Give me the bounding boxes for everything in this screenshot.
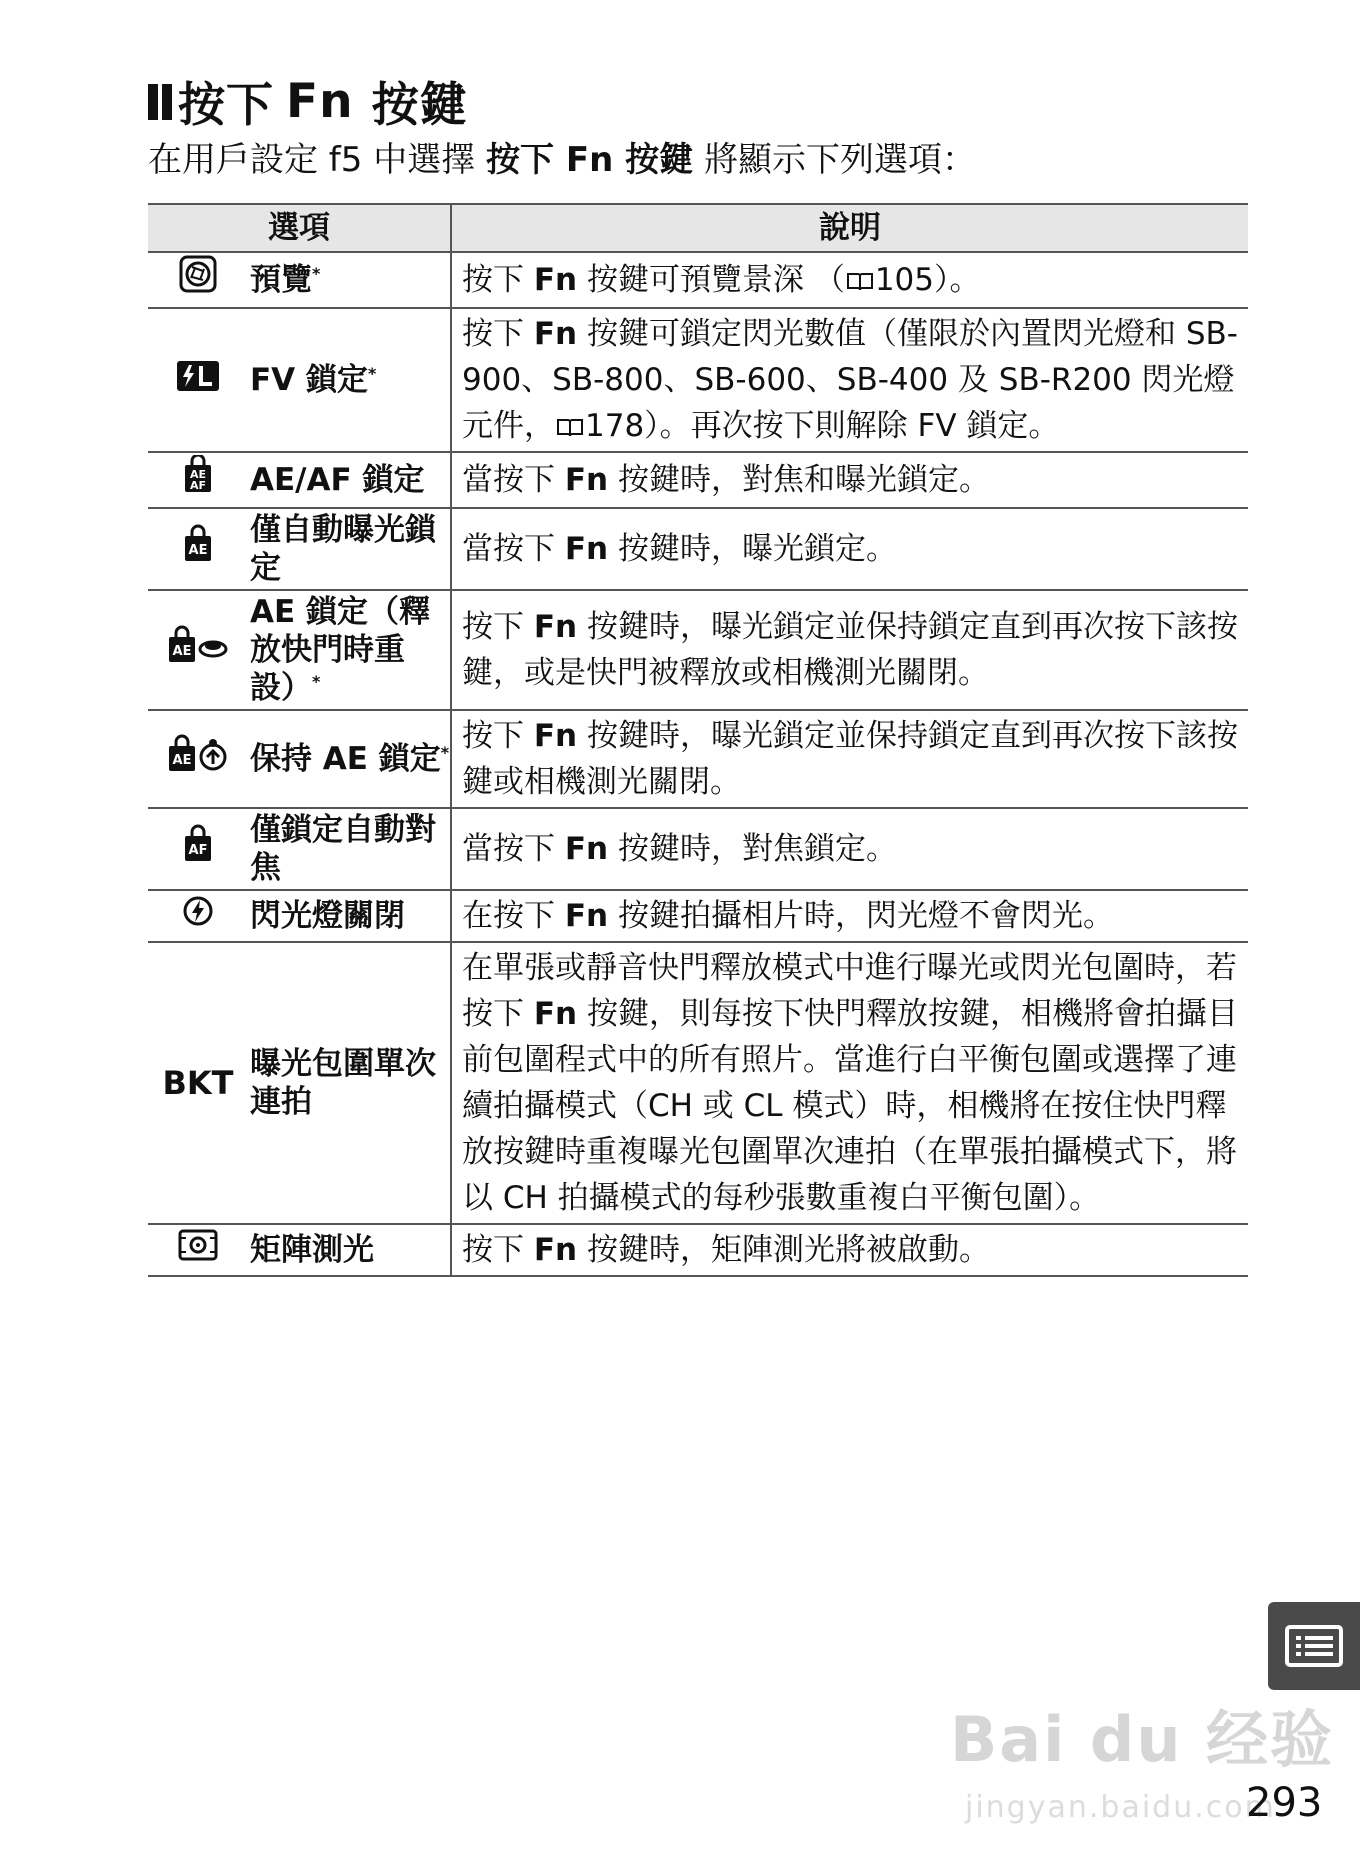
baidu-watermark-url: jingyan.baidu.com [965, 1790, 1276, 1825]
description-text: 按下 [462, 609, 534, 645]
page-number: 293 [1246, 1780, 1323, 1826]
option-name [248, 252, 451, 308]
option-name [248, 590, 451, 710]
svg-text:AF: AF [188, 843, 208, 858]
fn-key-label: Fn [533, 316, 578, 352]
table-row [148, 710, 1248, 808]
table-row [148, 508, 1248, 590]
option-description [451, 452, 1248, 508]
description-text: 按鍵時，對焦鎖定。 [608, 831, 897, 867]
heading-suffix: 按鍵 [371, 78, 468, 133]
fn-key-label: Fn [533, 262, 578, 298]
footnote-asterisk: * [312, 672, 321, 691]
option-name-text: 僅鎖定自動對焦 [250, 812, 436, 886]
option-description [451, 808, 1248, 890]
fn-key-label: Fn [564, 531, 609, 567]
description-text: 按鍵，則每按下快門釋放按鍵，相機將會拍攝目前包圍程式中的所有照片。當進行白平衡包圍或選擇了連續拍攝模式（CH 或 CL 模式）時，相機將在按住快門釋放按鍵時重複曝光包圍單次連拍（在單張拍攝模式下，將以 CH 拍攝模式的每秒張數重複白平衡包圍）。 [462, 996, 1238, 1216]
option-name-text: 預覽 [250, 262, 312, 298]
option-name-text: 曝光包圍單次連拍 [250, 1046, 436, 1120]
svg-text:AF: AF [189, 479, 207, 492]
column-header-description: 說明 [451, 204, 1248, 252]
table-row [148, 942, 1248, 1224]
footnote-asterisk: * [440, 743, 450, 762]
bkt-icon: BKT [148, 942, 248, 1224]
option-name-text: 閃光燈關閉 [250, 898, 405, 934]
table-row [148, 308, 1248, 452]
option-description [451, 1224, 1248, 1276]
fn-key-label: Fn [533, 718, 578, 754]
option-name-text: AE/AF 鎖定 [250, 462, 425, 498]
ae-lock-hold-icon [148, 710, 248, 808]
footnote-asterisk: * [312, 264, 321, 283]
description-text: 105）。 [874, 262, 981, 298]
svg-text:AE: AE [172, 644, 192, 659]
option-name-text: FV 鎖定 [250, 362, 368, 398]
table-header-row [148, 204, 1248, 252]
ae-af-lock-icon [148, 452, 248, 508]
fv-lock-icon [148, 308, 248, 452]
intro-bold: 按下 Fn 按鍵 [486, 140, 694, 180]
column-header-option: 選項 [148, 204, 451, 252]
option-name [248, 942, 451, 1224]
option-name-text: 僅自動曝光鎖定 [250, 512, 436, 586]
heading-prefix: 按下 [178, 78, 274, 133]
option-name [248, 452, 451, 508]
option-description [451, 710, 1248, 808]
description-text: 按鍵可預覽景深 （ [577, 262, 845, 298]
option-name [248, 808, 451, 890]
table-row [148, 1224, 1248, 1276]
description-text: 按下 [462, 1232, 534, 1268]
fn-key-label: Fn [533, 1232, 578, 1268]
description-text: 在按下 [462, 898, 565, 934]
description-text: 按鍵可鎖定閃光數值（僅限於內置閃光燈和 SB-900、SB-800、SB-600、SB-400 及 SB-R200 閃光燈元件， [462, 316, 1238, 444]
description-text: 按鍵拍攝相片時，閃光燈不會閃光。 [608, 898, 1114, 934]
option-name-text: 保持 AE 鎖定 [250, 741, 441, 777]
description-text: 按下 [462, 262, 534, 298]
fn-key-label: Fn [564, 831, 609, 867]
option-name [248, 1224, 451, 1276]
option-description [451, 890, 1248, 942]
description-text: 在單張或靜音快門釋放模式中進行曝光或閃光包圍時，若按下 [462, 950, 1237, 1032]
section-heading [148, 68, 468, 135]
description-text: 按鍵時，曝光鎖定並保持鎖定直到再次按下該按鍵，或是快門被釋放或相機測光關閉。 [462, 609, 1238, 691]
description-text: 按下 [462, 316, 534, 352]
option-name [248, 890, 451, 942]
table-row [148, 252, 1248, 308]
svg-text:AE: AE [172, 753, 192, 768]
description-text: 按鍵時，矩陣測光將被啟動。 [577, 1232, 990, 1268]
table-row [148, 890, 1248, 942]
menu-list-icon [1268, 1602, 1360, 1690]
option-name-text: AE 鎖定（釋放快門時重設） [250, 594, 430, 706]
fn-key-label: Fn [533, 996, 578, 1032]
option-description [451, 508, 1248, 590]
ae-lock-icon [148, 508, 248, 590]
svg-text:AE: AE [189, 468, 207, 481]
flash-off-icon [148, 890, 248, 942]
option-description [451, 252, 1248, 308]
page-reference-icon [845, 270, 875, 294]
description-text: 178）。再次按下則解除 FV 鎖定。 [585, 408, 1060, 444]
description-text: 當按下 [462, 462, 565, 498]
intro-part1: 在用戶設定 f5 中選擇 [148, 140, 487, 180]
option-description [451, 590, 1248, 710]
description-text: 按鍵時，曝光鎖定。 [608, 531, 897, 567]
option-description [451, 942, 1248, 1224]
fn-key-label: Fn [564, 898, 609, 934]
description-text: 按鍵時，對焦和曝光鎖定。 [608, 462, 990, 498]
matrix-metering-icon [148, 1224, 248, 1276]
heading-marker-icon [148, 84, 172, 120]
depth-of-field-preview-icon [148, 252, 248, 308]
description-text: 按下 [462, 718, 534, 754]
description-text: 按鍵時，曝光鎖定並保持鎖定直到再次按下該按鍵或相機測光關閉。 [462, 718, 1238, 800]
table-row [148, 808, 1248, 890]
option-name-text: 矩陣測光 [250, 1232, 374, 1268]
heading-fn: Fn [286, 74, 354, 129]
intro-part2: 將顯示下列選項： [693, 140, 976, 180]
fn-key-label: Fn [533, 609, 578, 645]
page-reference-icon [555, 416, 585, 440]
af-lock-icon [148, 808, 248, 890]
description-text: 當按下 [462, 831, 565, 867]
intro-text [148, 132, 976, 181]
ae-lock-reset-on-release-icon [148, 590, 248, 710]
table-row [148, 452, 1248, 508]
description-text: 當按下 [462, 531, 565, 567]
baidu-watermark-logo: Bai du 经验 [950, 1703, 1335, 1776]
fn-key-label: Fn [564, 462, 609, 498]
option-name [248, 710, 451, 808]
table-row [148, 590, 1248, 710]
footnote-asterisk: * [367, 364, 377, 383]
svg-text:AE: AE [188, 543, 208, 558]
option-name [248, 508, 451, 590]
option-description [451, 308, 1248, 452]
option-name [248, 308, 451, 452]
options-table [148, 203, 1248, 1277]
